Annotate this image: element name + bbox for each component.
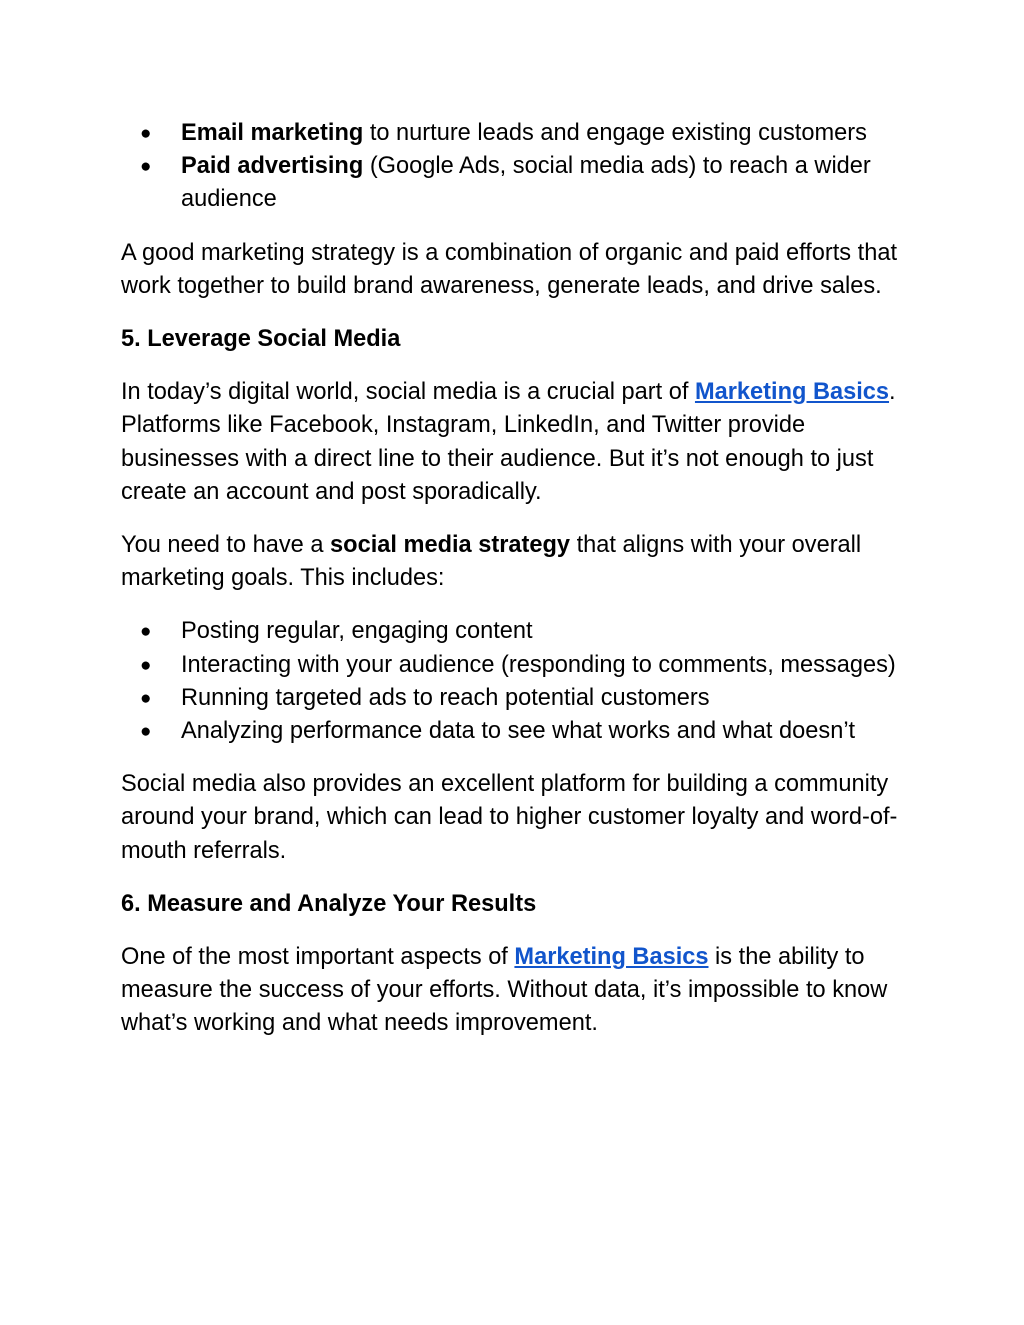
marketing-basics-link[interactable]: Marketing Basics: [694, 379, 890, 406]
list-item: [121, 150, 911, 216]
list-item-text: (Google Ads, social media ads) to reach a wider audience: [181, 153, 871, 213]
heading-measure-results: 6. Measure and Analyze Your Results: [121, 890, 537, 917]
paragraph-text: is the ability to measure the success of your efforts. Without data, it’s impossible to know what’s working and what needs improvement.: [121, 944, 888, 1037]
channels-list: [121, 117, 911, 217]
list-item: [121, 615, 911, 648]
list-item-text: Analyzing performance data to see what works and what doesn’t: [181, 718, 856, 745]
paragraph-strategy: A good marketing strategy is a combination of organic and paid efforts that work together to build brand awareness, generate leads, and drive sales.: [121, 239, 898, 299]
strategy-list: [121, 615, 911, 748]
bullet-icon: ●: [140, 721, 152, 743]
list-item: [121, 117, 911, 150]
list-item-text: Running targeted ads to reach potential customers: [181, 684, 710, 711]
list-item-text: Interacting with your audience (responding to comments, messages): [181, 651, 896, 678]
document-body: [121, 117, 911, 1041]
paragraph-bold: social media strategy: [330, 532, 571, 559]
bullet-icon: ●: [140, 654, 152, 676]
paragraph-social-intro: [121, 376, 911, 509]
marketing-basics-link[interactable]: Marketing Basics: [514, 944, 709, 971]
paragraph-community: Social media also provides an excellent platform for building a community around your brand, which can lead to higher customer loyalty and word-of-mouth referrals.: [121, 771, 898, 864]
heading-leverage-social-media: 5. Leverage Social Media: [121, 326, 401, 353]
list-item: [121, 715, 911, 748]
bullet-icon: ●: [140, 621, 152, 643]
list-item: [121, 649, 911, 682]
list-item-bold: Paid advertising: [181, 153, 364, 180]
paragraph-text: . Platforms like Facebook, Instagram, LinkedIn, and Twitter provide businesses with a direct line to their audience. But it’s not enough to just create an account and post sporadically.: [121, 379, 896, 505]
paragraph-text: that aligns with your overall marketing goals. This includes:: [121, 532, 862, 592]
bullet-icon: ●: [140, 687, 152, 709]
paragraph-text: In today’s digital world, social media is a crucial part of: [121, 379, 695, 406]
paragraph-measure: [121, 941, 911, 1041]
list-item-text: to nurture leads and engage existing customers: [363, 120, 867, 146]
paragraph-social-strategy: [121, 529, 911, 595]
list-item: [121, 682, 911, 715]
paragraph-text: One of the most important aspects of: [121, 944, 515, 971]
paragraph-text: You need to have a: [121, 532, 331, 559]
bullet-icon: ●: [140, 123, 152, 144]
list-item-text: Posting regular, engaging content: [181, 618, 533, 645]
bullet-icon: ●: [140, 156, 152, 178]
list-item-bold: Email marketing: [181, 120, 364, 146]
